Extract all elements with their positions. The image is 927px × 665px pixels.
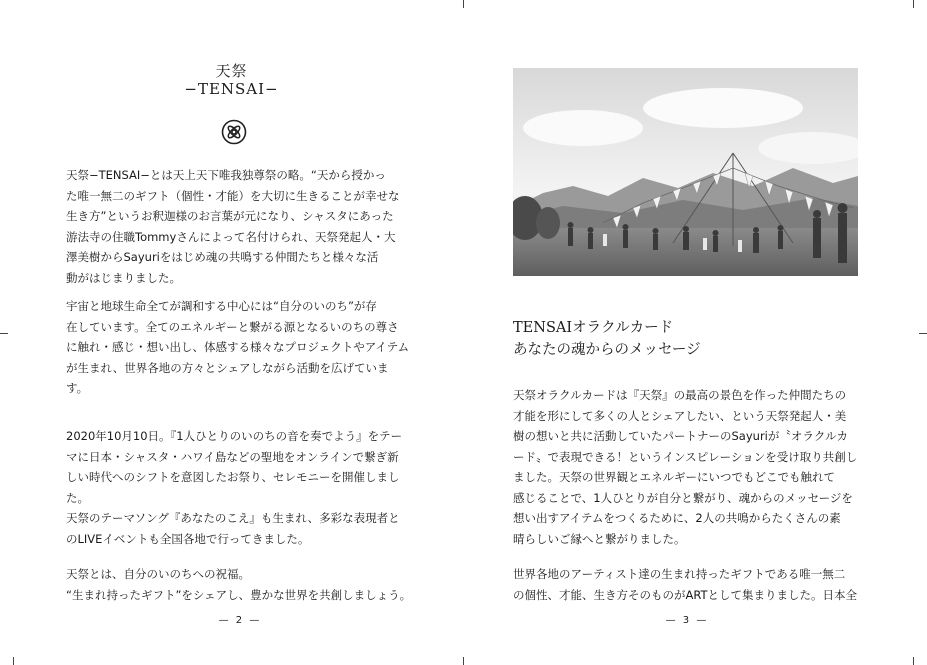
- text-line: た。: [66, 490, 89, 505]
- text-line: 世界各地のアーティスト達の生まれ持ったギフトである唯一無二: [513, 567, 846, 581]
- section-heading: [513, 317, 873, 361]
- text-line: 天祭とは、自分のいのちへの祝福。: [66, 567, 250, 581]
- text-line: す。: [66, 381, 89, 395]
- page-number: — 2 —: [218, 615, 262, 626]
- text-line: 宇宙と地球生命全てが調和する中心には“自分のいのち”が存: [66, 299, 377, 313]
- subtitle-text: −TENSAI−: [184, 80, 279, 98]
- text-line: 天祭−TENSAI−とは天上天下唯我独尊祭の略。“天から授かっ: [66, 168, 386, 182]
- text-line: “生まれ持ったギフト”をシェアし、豊かな世界を共創しましょう。: [66, 587, 412, 602]
- text-line: 游法寺の住職Tommyさんによって名付けられ、天祭発起人・大: [66, 229, 396, 244]
- paragraph-universe: [66, 296, 414, 399]
- paragraph-artists: [513, 564, 873, 605]
- text-line: 才能を形にして多くの人とシェアしたい、という天祭発起人・美: [513, 408, 847, 423]
- text-line: 澤美樹からSayuriをはじめ魂の共鳴する仲間たちと様々な活: [66, 250, 379, 264]
- paragraph-oracle: [513, 385, 873, 549]
- right-page: [463, 0, 927, 665]
- heading-line: TENSAIオラクルカード: [513, 320, 674, 336]
- festival-photo-illustration: [513, 68, 858, 276]
- text-line: の個性、才能、生き方そのものがARTとして集まりました。日本全: [513, 587, 858, 602]
- text-line: 樹の想いと共に活動していたパートナーのSayuriが〝オラクルカ: [513, 429, 849, 443]
- text-line: 天祭のテーマソング『あなたのこえ』も生まれ、多彩な表現者と: [66, 511, 400, 525]
- four-petal-knot-icon: [221, 119, 247, 145]
- text-line: 天祭オラクルカードは『天祭』の最高の景色を作った仲間たちの: [513, 388, 847, 402]
- text-line: しい時代へのシフトを意図したお祭り、セレモニーを開催しまし: [66, 470, 400, 484]
- text-line: マに日本・シャスタ・ハワイ島などの聖地をオンラインで繋ぎ新: [66, 449, 399, 464]
- paragraph-event: [66, 426, 414, 549]
- page-title: [0, 62, 463, 98]
- text-line: た唯一無二のギフト（個性・才能）を大切に生きることが幸せな: [66, 188, 400, 203]
- text-line: に触れ・感じ・想い出し、体感する様々なプロジェクトやアイテム: [66, 340, 410, 354]
- text-line: のLIVEイベントも全国各地で行ってきました。: [66, 531, 310, 546]
- text-line: ました。天祭の世界観とエネルギーにいつでもどこでも触れて: [513, 470, 835, 484]
- text-line: 想い出すアイテムをつくるために、2人の共鳴からたくさんの素: [513, 511, 841, 525]
- paragraph-intro: [66, 165, 414, 288]
- page-number: — 3 —: [665, 615, 709, 626]
- text-line: が生まれ、世界各地の方々とシェアしながら活動を広げていま: [66, 360, 389, 375]
- text-line: ード〟で表現できる！というインスピレーションを受け取り共創し: [513, 449, 858, 464]
- text-line: 2020年10月10日。『1人ひとりのいのちの音を奏でよう』をテー: [66, 429, 403, 443]
- text-line: 感じることで、1人ひとりが自分と繋がり、魂からのメッセージを: [513, 490, 853, 505]
- left-page: [0, 0, 463, 665]
- text-line: 動がはじまりました。: [66, 270, 181, 285]
- text-line: 在しています。全てのエネルギーと繋がる源となるいのちの尊さ: [66, 319, 399, 334]
- text-line: 晴らしいご縁へと繋がりました。: [513, 531, 686, 546]
- paragraph-closing: [66, 564, 414, 605]
- festival-photo: [513, 68, 858, 276]
- title-text: 天祭: [215, 62, 248, 80]
- heading-line: あなたの魂からのメッセージ: [513, 342, 701, 358]
- text-line: 生き方”というお釈迦様のお言葉が元になり、シャスタにあった: [66, 209, 394, 223]
